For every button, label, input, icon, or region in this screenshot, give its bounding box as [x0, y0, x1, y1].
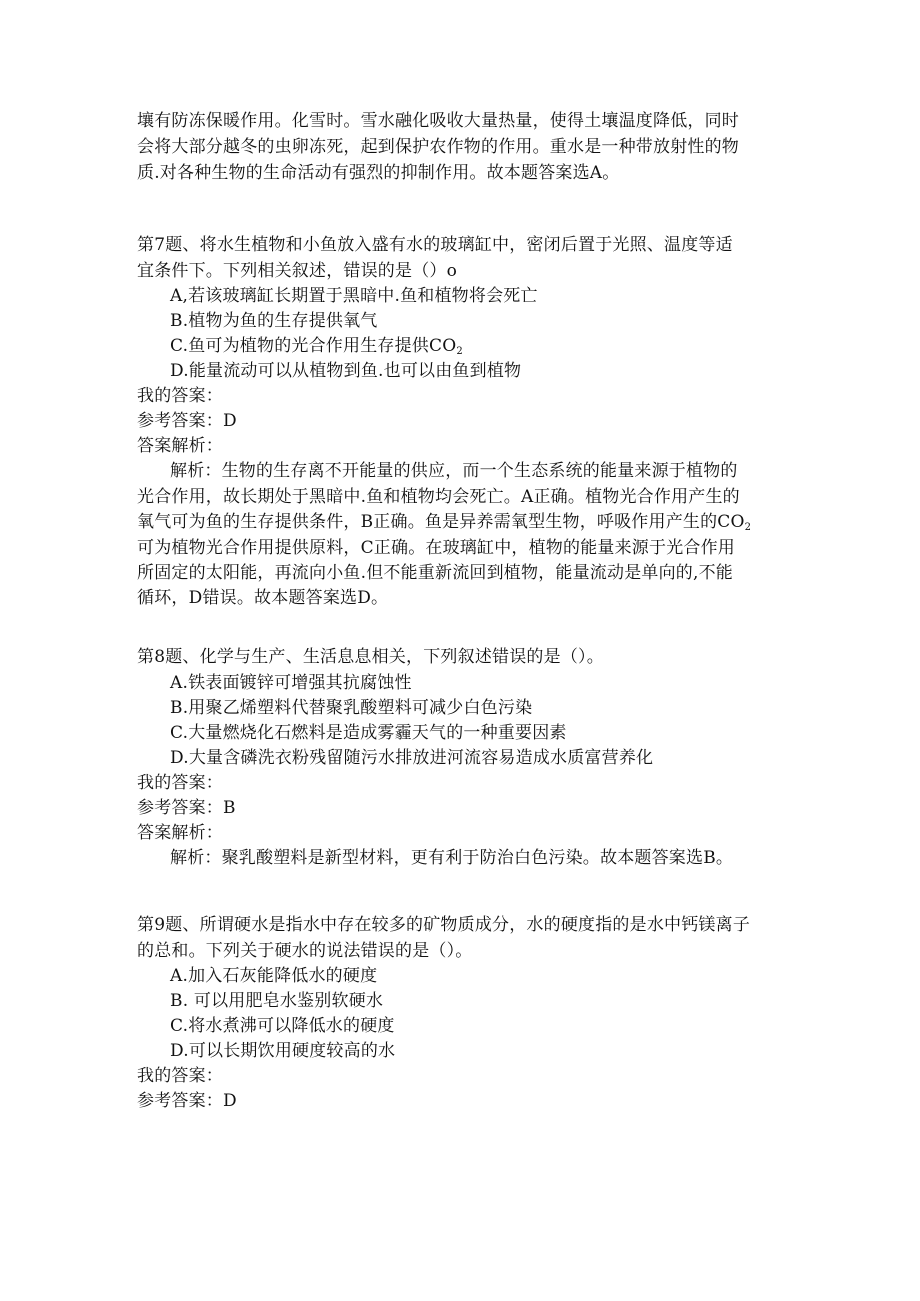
subscript: 2 — [456, 346, 463, 357]
analysis-label: 答案解析： — [137, 823, 223, 843]
analysis-line: 光合作用，故长期处于黑暗中.鱼和植物均会死亡。A正确。植物光合作用产生的 — [137, 487, 740, 507]
reference-answer-label: 参考答案： — [137, 411, 223, 431]
option-d: D.可以长期饮用硬度较高的水 — [170, 1041, 396, 1061]
my-answer-label: 我的答案： — [137, 1066, 223, 1086]
reference-answer-value: B — [223, 798, 236, 818]
analysis-line: 解析：聚乳酸塑料是新型材料，更有利于防治白色污染。故本题答案选B。 — [170, 848, 734, 868]
analysis-text: 氧气可为鱼的生存提供条件，B正确。鱼是异养需氧型生物，呼吸作用产生的CO — [137, 512, 745, 532]
analysis-line: 解析：生物的生存离不开能量的供应，而一个生态系统的能量来源于植物的 — [170, 461, 738, 481]
reference-answer-value: D — [223, 1091, 237, 1111]
reference-answer-label: 参考答案： — [137, 798, 223, 818]
option-d: D.能量流动可以从植物到鱼.也可以由鱼到植物 — [170, 361, 522, 381]
option-a: A,若该玻璃缸长期置于黑暗中.鱼和植物将会死亡 — [170, 286, 538, 306]
intro-line: 质.对各种生物的生命活动有强烈的抑制作用。故本题答案选A。 — [137, 163, 620, 183]
analysis-line: 所固定的太阳能，再流向小鱼.但不能重新流回到植物，能量流动是单向的,不能 — [137, 563, 734, 583]
option-c: C.大量燃烧化石燃料是造成雾霾天气的一种重要因素 — [170, 723, 567, 743]
option-c-text: C.鱼可为植物的光合作用生存提供CO — [170, 336, 457, 356]
intro-line: 壤有防冻保暖作用。化雪时。雪水融化吸收大量热量，使得土壤温度降低，同时 — [137, 111, 739, 131]
reference-answer-label: 参考答案： — [137, 1091, 223, 1111]
option-a: A.加入石灰能降低水的硬度 — [170, 966, 378, 986]
option-a: A.铁表面镀锌可增强其抗腐蚀性 — [170, 673, 412, 693]
option-c — [170, 333, 820, 359]
analysis-line — [137, 509, 787, 535]
reference-answer — [137, 408, 787, 434]
analysis-line: 可为植物光合作用提供原料，C正确。在玻璃缸中，植物的能量来源于光合作用 — [137, 538, 736, 558]
question-stem: 宜条件下。下列相关叙述，错误的是（）o — [137, 261, 458, 281]
my-answer-label: 我的答案： — [137, 386, 223, 406]
subscript: 2 — [744, 522, 752, 533]
question-stem: 第9题、所谓硬水是指水中存在较多的矿物质成分，水的硬度指的是水中钙镁离子 — [137, 915, 751, 935]
option-b: B.用聚乙烯塑料代替聚乳酸塑料可减少白色污染 — [170, 698, 533, 718]
analysis-label: 答案解析： — [137, 436, 223, 456]
option-b: B.植物为鱼的生存提供氧气 — [170, 311, 378, 331]
question-stem: 的总和。下列关于硬水的说法错误的是（）。 — [137, 941, 473, 961]
reference-answer-value: D — [223, 411, 237, 431]
reference-answer — [137, 795, 787, 821]
option-d: D.大量含磷洗衣粉残留随污水排放进河流容易造成水质富营养化 — [170, 748, 654, 768]
analysis-line: 循环，D错误。故本题答案选D。 — [137, 588, 389, 608]
my-answer-label: 我的答案： — [137, 773, 223, 793]
intro-line: 会将大部分越冬的虫卵冻死，起到保护农作物的作用。重水是一种带放射性的物 — [137, 137, 739, 157]
question-stem: 第8题、化学与生产、生活息息相关，下列叙述错误的是（）。 — [137, 647, 604, 667]
option-b: B. 可以用肥皂水鉴别软硬水 — [170, 991, 384, 1011]
reference-answer — [137, 1088, 787, 1114]
question-stem: 第7题、将水生植物和小鱼放入盛有水的玻璃缸中，密闭后置于光照、温度等适 — [137, 235, 733, 255]
option-c: C.将水煮沸可以降低水的硬度 — [170, 1016, 395, 1036]
